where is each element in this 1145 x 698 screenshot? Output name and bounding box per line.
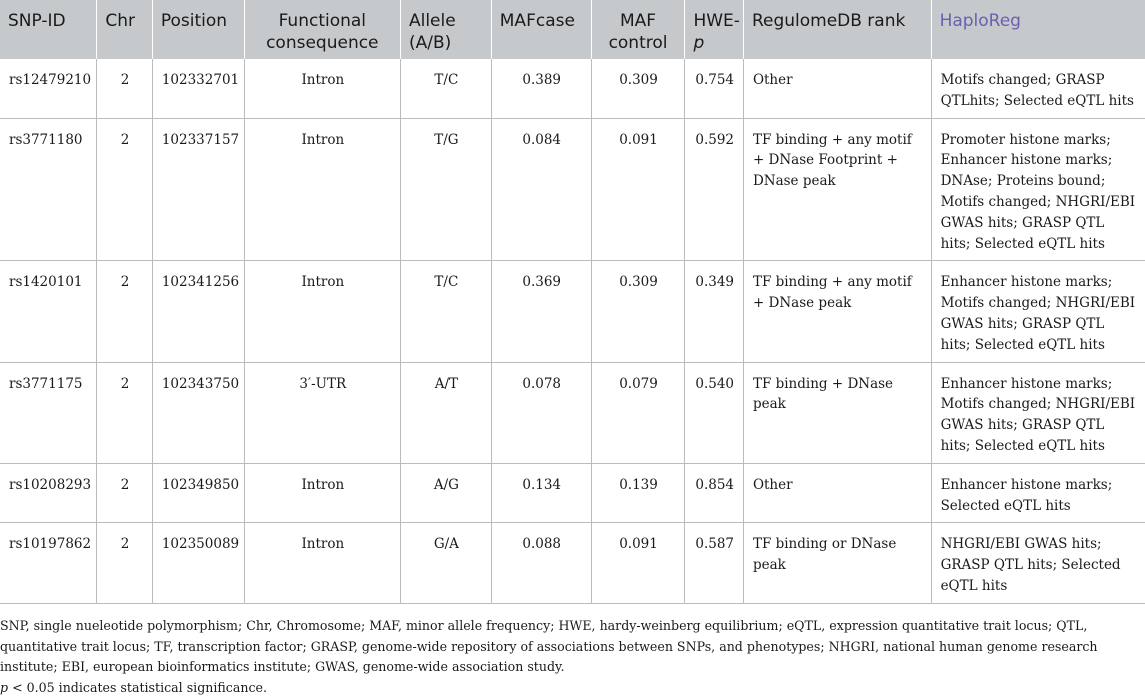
table-footnote [0, 616, 1140, 698]
cell-maf-case: 0.084 [491, 118, 591, 261]
cell-regulomedb-rank: Other [743, 463, 931, 523]
table-row [0, 463, 1145, 523]
cell-chr: 2 [97, 463, 152, 523]
cell-regulomedb-rank: TF binding + any motif + DNase Footprint + DNase peak [743, 118, 931, 261]
cell-snp-id: rs10208293 [0, 463, 97, 523]
cell-hwe-p: 0.540 [685, 362, 744, 463]
header-row [0, 0, 1145, 59]
cell-maf-control: 0.079 [591, 362, 685, 463]
cell-haploreg: Enhancer histone marks; Selected eQTL hits [931, 463, 1145, 523]
cell-allele: T/C [400, 261, 491, 362]
cell-haploreg: Enhancer histone marks; Motifs changed; NHGRI/EBI GWAS hits; GRASP QTL hits; Selected eQTL hits [931, 362, 1145, 463]
cell-position: 102349850 [152, 463, 244, 523]
cell-position: 102343750 [152, 362, 244, 463]
cell-hwe-p: 0.587 [685, 523, 744, 603]
cell-maf-control: 0.091 [591, 523, 685, 603]
header-hwe-p: HWE- p [685, 0, 744, 59]
cell-chr: 2 [97, 362, 152, 463]
cell-maf-control: 0.091 [591, 118, 685, 261]
cell-functional-consequence: Intron [244, 523, 400, 603]
cell-allele: A/T [400, 362, 491, 463]
header-maf-control: MAF control [591, 0, 685, 59]
cell-chr: 2 [97, 523, 152, 603]
cell-maf-control: 0.309 [591, 59, 685, 118]
cell-maf-control: 0.139 [591, 463, 685, 523]
cell-maf-case: 0.088 [491, 523, 591, 603]
header-haploreg-link[interactable]: HaploReg [931, 0, 1145, 59]
cell-maf-case: 0.369 [491, 261, 591, 362]
cell-allele: G/A [400, 523, 491, 603]
cell-regulomedb-rank: TF binding or DNase peak [743, 523, 931, 603]
cell-allele: T/C [400, 59, 491, 118]
cell-functional-consequence: Intron [244, 59, 400, 118]
cell-hwe-p: 0.592 [685, 118, 744, 261]
cell-haploreg: NHGRI/EBI GWAS hits; GRASP QTL hits; Selected eQTL hits [931, 523, 1145, 603]
table-row [0, 118, 1145, 261]
cell-hwe-p: 0.854 [685, 463, 744, 523]
header-allele: Allele (A/B) [400, 0, 491, 59]
header-regulomedb-rank: RegulomeDB rank [743, 0, 931, 59]
header-snp-id: SNP-ID [0, 0, 97, 59]
table-row [0, 362, 1145, 463]
cell-allele: T/G [400, 118, 491, 261]
cell-functional-consequence: Intron [244, 118, 400, 261]
table-row [0, 59, 1145, 118]
cell-chr: 2 [97, 118, 152, 261]
cell-haploreg: Promoter histone marks; Enhancer histone marks; DNAse; Proteins bound; Motifs changed; NHGRI/EBI GWAS hits; GRASP QTL hits; Selected eQTL hits [931, 118, 1145, 261]
abbreviations-note: SNP, single nueleotide polymorphism; Chr, Chromosome; MAF, minor allele frequency; HWE, hardy-weinberg equilibrium; eQTL, expression quantitative trait locus; QTL, quantitative trait locus; TF, transcription factor; GRASP, genome-wide repository of associations between SNPs, and phenotypes; NHGRI, national human genome research institute; EBI, european bioinformatics institute; GWAS, genome-wide association study. [0, 618, 1098, 674]
table-row [0, 261, 1145, 362]
cell-snp-id: rs3771175 [0, 362, 97, 463]
cell-regulomedb-rank: TF binding + any motif + DNase peak [743, 261, 931, 362]
cell-snp-id: rs3771180 [0, 118, 97, 261]
cell-snp-id: rs10197862 [0, 523, 97, 603]
header-chr: Chr [97, 0, 152, 59]
cell-regulomedb-rank: TF binding + DNase peak [743, 362, 931, 463]
cell-regulomedb-rank: Other [743, 59, 931, 118]
header-position: Position [152, 0, 244, 59]
cell-chr: 2 [97, 261, 152, 362]
cell-chr: 2 [97, 59, 152, 118]
significance-note: p < 0.05 indicates statistical significance. [0, 679, 267, 695]
cell-position: 102350089 [152, 523, 244, 603]
cell-snp-id: rs12479210 [0, 59, 97, 118]
cell-functional-consequence: Intron [244, 463, 400, 523]
header-functional-consequence: Functional consequence [244, 0, 400, 59]
header-maf-case: MAFcase [491, 0, 591, 59]
cell-maf-control: 0.309 [591, 261, 685, 362]
cell-hwe-p: 0.349 [685, 261, 744, 362]
cell-allele: A/G [400, 463, 491, 523]
cell-snp-id: rs1420101 [0, 261, 97, 362]
cell-functional-consequence: Intron [244, 261, 400, 362]
table-row [0, 523, 1145, 603]
cell-position: 102341256 [152, 261, 244, 362]
cell-haploreg: Motifs changed; GRASP QTLhits; Selected eQTL hits [931, 59, 1145, 118]
cell-position: 102332701 [152, 59, 244, 118]
cell-functional-consequence: 3′-UTR [244, 362, 400, 463]
cell-maf-case: 0.078 [491, 362, 591, 463]
cell-haploreg: Enhancer histone marks; Motifs changed; NHGRI/EBI GWAS hits; GRASP QTL hits; Selected eQTL hits [931, 261, 1145, 362]
cell-maf-case: 0.389 [491, 59, 591, 118]
cell-hwe-p: 0.754 [685, 59, 744, 118]
cell-maf-case: 0.134 [491, 463, 591, 523]
cell-position: 102337157 [152, 118, 244, 261]
